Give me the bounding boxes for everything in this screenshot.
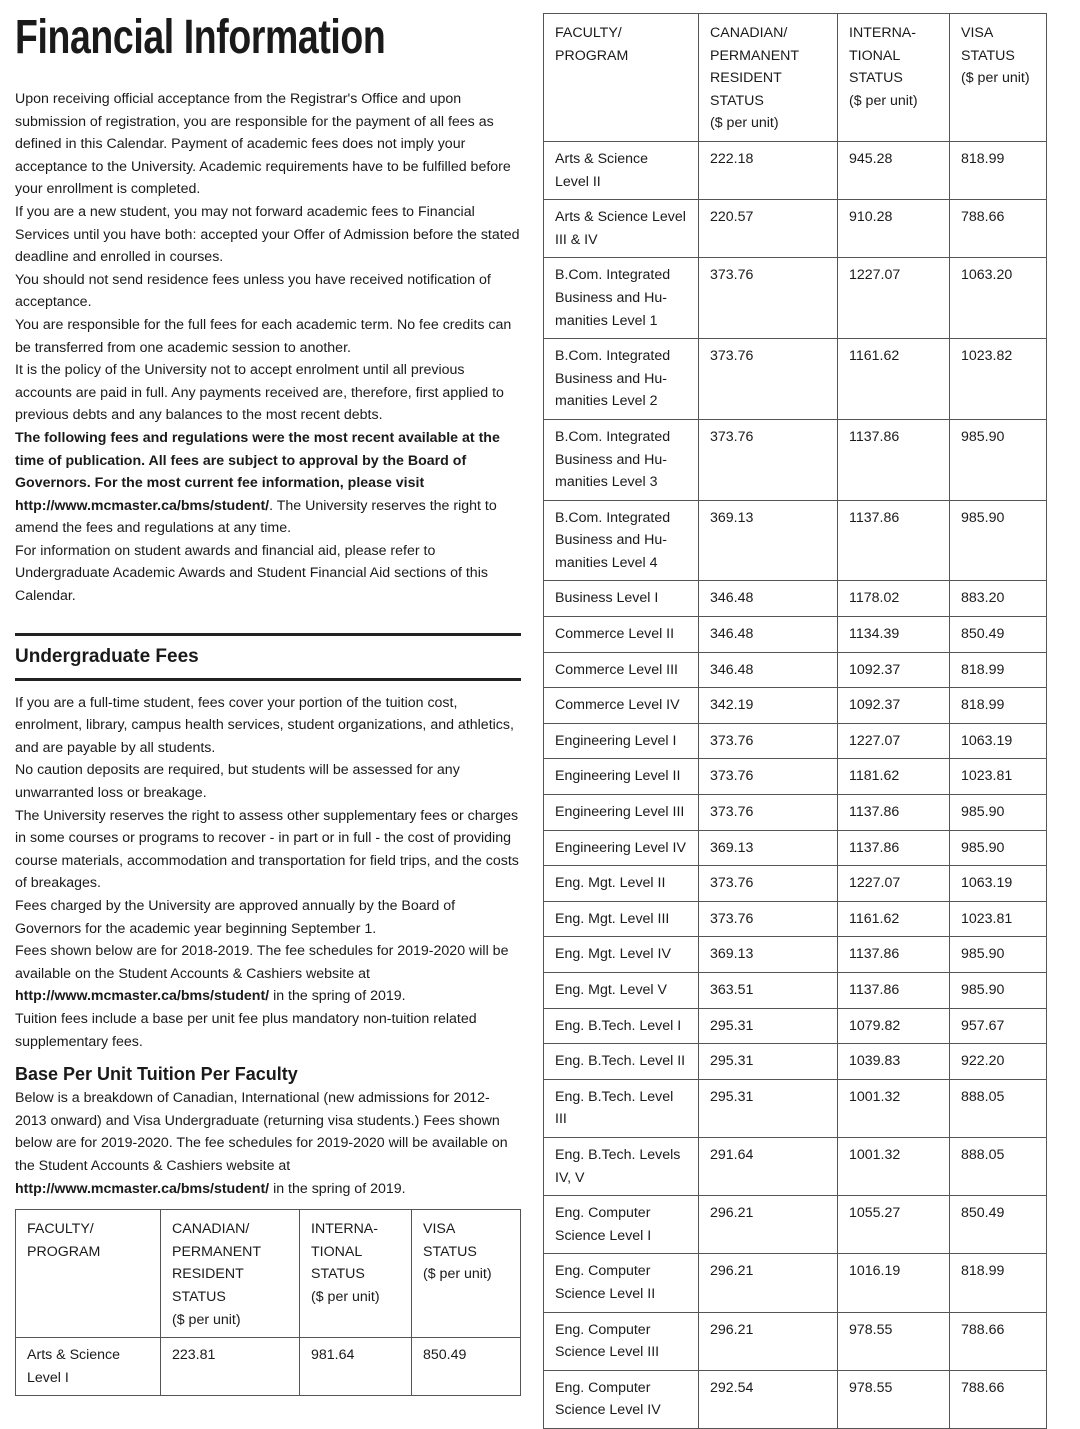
- table-row: [544, 200, 1047, 258]
- cell-program: Eng. B.Tech. Level I: [544, 1008, 699, 1044]
- fee-notice-bold: The following fees and regulations were the most recent available at the time of publication. All fees are subject to approval by the Board of Governors. For the most current fee information, please visit http://www.mcmaster.ca/bms/student/: [15, 429, 500, 514]
- intro-paragraph-1: Upon receiving official acceptance from the Registrar's Office and upon submission of registration, you are responsible for the payment of all fees as defined in this Calendar. Payment of academic fees does not imply your acceptance to the University. Academic requirements have to be fulfilled before your enrollment is completed.: [15, 91, 511, 198]
- cell-program: Eng. Computer Science Level II: [544, 1254, 699, 1312]
- table-row: [544, 1008, 1047, 1044]
- cell-program: Arts & Science Level III & IV: [544, 200, 699, 258]
- cell-visa: 818.99: [950, 652, 1047, 688]
- intro-paragraph-2: If you are a new student, you may not forward academic fees to Financial Services until you have both: accepted your Offer of Admission before the stated deadline and enrolled in courses.: [15, 203, 520, 266]
- table-row: [544, 759, 1047, 795]
- cell-international: 1016.19: [838, 1254, 950, 1312]
- cell-program: Eng. Computer Science Level I: [544, 1196, 699, 1254]
- fee-notice-rest: . The University reserves the right to amend the fees and regulations at any time.: [15, 497, 497, 537]
- cell-program: Eng. B.Tech. Level II: [544, 1044, 699, 1080]
- undergrad-paragraph-2: No caution deposits are required, but students will be assessed for any unwarranted loss or breakage.: [15, 762, 460, 802]
- cell-visa: 1063.20: [950, 258, 1047, 339]
- cell-visa: 850.49: [950, 617, 1047, 653]
- fee-notice: [15, 427, 521, 540]
- table-row: [544, 652, 1047, 688]
- table-row: [544, 973, 1047, 1009]
- table-row: [544, 901, 1047, 937]
- cell-canadian: 369.13: [699, 500, 838, 581]
- cell-canadian: 220.57: [699, 200, 838, 258]
- cell-program: Arts & Science Level II: [544, 141, 699, 199]
- table-row: [544, 258, 1047, 339]
- cell-international: 910.28: [838, 200, 950, 258]
- cell-visa: 788.66: [950, 200, 1047, 258]
- base-tuition-text: Below is a breakdown of Canadian, International (new admissions for 2012-2013 onward) and Visa Undergraduate (returning visa students.) Fees shown below are for 2019-2020. The fee schedules for 2019-2020 will be available on the Student Accounts & Cashiers website at: [15, 1090, 508, 1174]
- table-row: [544, 500, 1047, 581]
- cell-international: 1134.39: [838, 617, 950, 653]
- cell-visa: 818.99: [950, 141, 1047, 199]
- cell-canadian: 373.76: [699, 866, 838, 902]
- cell-visa: 850.49: [412, 1338, 521, 1396]
- student-accounts-link[interactable]: http://www.mcmaster.ca/bms/student/: [15, 988, 270, 1005]
- table-row: [544, 581, 1047, 617]
- cell-program: Eng. Mgt. Level IV: [544, 937, 699, 973]
- cell-international: 1178.02: [838, 581, 950, 617]
- cell-international: 1137.86: [838, 973, 950, 1009]
- cell-canadian: 295.31: [699, 1008, 838, 1044]
- cell-program: Commerce Level II: [544, 617, 699, 653]
- cell-international: 1137.86: [838, 795, 950, 831]
- cell-international: 1137.86: [838, 419, 950, 500]
- cell-canadian: 296.21: [699, 1196, 838, 1254]
- table-row: [544, 419, 1047, 500]
- table-row: [544, 1044, 1047, 1080]
- cell-visa: 1063.19: [950, 866, 1047, 902]
- cell-canadian: 373.76: [699, 759, 838, 795]
- tuition-table-left: [15, 1209, 521, 1396]
- cell-visa: 922.20: [950, 1044, 1047, 1080]
- cell-canadian: 373.76: [699, 419, 838, 500]
- tuition-table-right-body: [544, 141, 1047, 1428]
- cell-program: Arts & Science Level I: [16, 1338, 161, 1396]
- cell-program: Engineering Level IV: [544, 830, 699, 866]
- cell-program: Eng. Mgt. Level III: [544, 901, 699, 937]
- cell-canadian: 373.76: [699, 901, 838, 937]
- table-row: [544, 830, 1047, 866]
- cell-program: Commerce Level IV: [544, 688, 699, 724]
- left-column: [15, 8, 521, 1396]
- table-row: [544, 723, 1047, 759]
- cell-visa: 985.90: [950, 937, 1047, 973]
- cell-program: Eng. Computer Science Level IV: [544, 1370, 699, 1428]
- cell-program: Engineering Level III: [544, 795, 699, 831]
- intro-paragraph-3: You should not send residence fees unless you have received notification of acceptance.: [15, 271, 491, 311]
- cell-international: 1092.37: [838, 652, 950, 688]
- page-title: Financial Information: [15, 11, 386, 64]
- cell-visa: 1023.81: [950, 901, 1047, 937]
- header-canadian: CANADIAN/ PERMANENT RESIDENT STATUS ($ per unit): [161, 1210, 300, 1338]
- cell-international: 1137.86: [838, 830, 950, 866]
- cell-international: 1227.07: [838, 723, 950, 759]
- intro-section: [15, 88, 521, 608]
- cell-canadian: 292.54: [699, 1370, 838, 1428]
- header-international: INTERNA- TIONAL STATUS ($ per unit): [300, 1210, 412, 1338]
- cell-canadian: 363.51: [699, 973, 838, 1009]
- cell-visa: 788.66: [950, 1312, 1047, 1370]
- cell-visa: 1063.19: [950, 723, 1047, 759]
- cell-international: 1055.27: [838, 1196, 950, 1254]
- cell-program: B.Com. Integrated Business and Hu- manities Level 3: [544, 419, 699, 500]
- cell-program: Engineering Level II: [544, 759, 699, 795]
- undergrad-fees-heading: Undergraduate Fees: [15, 645, 199, 667]
- undergrad-paragraph-4: Fees charged by the University are approved annually by the Board of Governors for the academic year beginning September 1.: [15, 898, 456, 937]
- awards-paragraph: For information on student awards and financial aid, please refer to Undergraduate Academic Awards and Student Financial Aid sections of this Calendar.: [15, 542, 488, 605]
- cell-canadian: 291.64: [699, 1137, 838, 1195]
- cell-canadian: 295.31: [699, 1044, 838, 1080]
- cell-canadian: 223.81: [161, 1338, 300, 1396]
- cell-canadian: 342.19: [699, 688, 838, 724]
- table-row: [544, 1312, 1047, 1370]
- cell-program: B.Com. Integrated Business and Hu- manities Level 4: [544, 500, 699, 581]
- cell-visa: 883.20: [950, 581, 1047, 617]
- header-canadian: CANADIAN/ PERMANENT RESIDENT STATUS ($ per unit): [699, 14, 838, 142]
- cell-international: 1001.32: [838, 1079, 950, 1137]
- table-row: [544, 1137, 1047, 1195]
- cell-canadian: 373.76: [699, 795, 838, 831]
- cell-program: Eng. B.Tech. Level III: [544, 1079, 699, 1137]
- cell-visa: 850.49: [950, 1196, 1047, 1254]
- cell-program: B.Com. Integrated Business and Hu- manities Level 1: [544, 258, 699, 339]
- cell-international: 978.55: [838, 1370, 950, 1428]
- cell-canadian: 369.13: [699, 830, 838, 866]
- table-header-row: [544, 14, 1047, 142]
- cell-visa: 1023.82: [950, 339, 1047, 420]
- cell-international: 1161.62: [838, 339, 950, 420]
- cell-visa: 985.90: [950, 795, 1047, 831]
- tuition-note: Tuition fees include a base per unit fee plus mandatory non-tuition related supplementary fees.: [15, 1010, 477, 1050]
- cell-canadian: 369.13: [699, 937, 838, 973]
- cell-international: 945.28: [838, 141, 950, 199]
- cell-canadian: 296.21: [699, 1254, 838, 1312]
- table-row: [544, 1254, 1047, 1312]
- cell-visa: 985.90: [950, 500, 1047, 581]
- header-international: INTERNA- TIONAL STATUS ($ per unit): [838, 14, 950, 142]
- cell-canadian: 373.76: [699, 339, 838, 420]
- cell-international: 1227.07: [838, 866, 950, 902]
- cell-canadian: 295.31: [699, 1079, 838, 1137]
- tuition-table-right: [543, 13, 1047, 1429]
- cell-program: Business Level I: [544, 581, 699, 617]
- cell-international: 1079.82: [838, 1008, 950, 1044]
- cell-visa: 818.99: [950, 1254, 1047, 1312]
- cell-canadian: 373.76: [699, 258, 838, 339]
- table-row: [544, 617, 1047, 653]
- cell-program: Eng. Mgt. Level V: [544, 973, 699, 1009]
- intro-paragraph-4: You are responsible for the full fees for each academic term. No fee credits can be transferred from one academic session to another.: [15, 316, 512, 356]
- cell-canadian: 346.48: [699, 617, 838, 653]
- fees-shown-paragraph: [15, 940, 521, 1008]
- intro-paragraph-5: It is the policy of the University not to accept enrolment until all previous accounts are paid in full. Any payments received are, therefore, first applied to previous debts and any balances to the most recent debts.: [15, 362, 504, 424]
- cell-canadian: 222.18: [699, 141, 838, 199]
- base-tuition-link[interactable]: http://www.mcmaster.ca/bms/student/: [15, 1180, 270, 1197]
- undergrad-paragraph-3: The University reserves the right to assess other supplementary fees or charges in some courses or programs to recover - in part or in full - the cost of providing course materials, accommodation and transportation for field trips, and the costs of breakages.: [15, 807, 519, 892]
- base-tuition-paragraph: [15, 1087, 521, 1200]
- cell-visa: 888.05: [950, 1137, 1047, 1195]
- cell-visa: 888.05: [950, 1079, 1047, 1137]
- cell-international: 1161.62: [838, 901, 950, 937]
- undergrad-paragraph-1: If you are a full-time student, fees cover your portion of the tuition cost, enrolment, library, campus health services, student organizations, and athletics, and are payable by all students.: [15, 694, 514, 756]
- base-tuition-heading: Base Per Unit Tuition Per Faculty: [15, 1064, 298, 1085]
- cell-visa: 1023.81: [950, 759, 1047, 795]
- cell-canadian: 296.21: [699, 1312, 838, 1370]
- cell-international: 1092.37: [838, 688, 950, 724]
- cell-international: 1137.86: [838, 500, 950, 581]
- base-tuition-suffix: in the spring of 2019.: [269, 1180, 406, 1197]
- cell-visa: 985.90: [950, 830, 1047, 866]
- header-visa: VISA STATUS ($ per unit): [950, 14, 1047, 142]
- table-row: [544, 339, 1047, 420]
- table-header-row: [16, 1210, 521, 1338]
- table-row: [544, 141, 1047, 199]
- cell-visa: 985.90: [950, 973, 1047, 1009]
- cell-program: Engineering Level I: [544, 723, 699, 759]
- cell-visa: 957.67: [950, 1008, 1047, 1044]
- cell-visa: 985.90: [950, 419, 1047, 500]
- table-row: [544, 1196, 1047, 1254]
- header-faculty: FACULTY/ PROGRAM: [16, 1210, 161, 1338]
- cell-international: 1227.07: [838, 258, 950, 339]
- table-row: [544, 795, 1047, 831]
- table-row: [16, 1338, 521, 1396]
- cell-program: B.Com. Integrated Business and Hu- manities Level 2: [544, 339, 699, 420]
- undergrad-section: [15, 692, 521, 1054]
- tuition-table-left-body: [16, 1338, 521, 1396]
- cell-program: Commerce Level III: [544, 652, 699, 688]
- cell-canadian: 346.48: [699, 581, 838, 617]
- fees-shown-text: Fees shown below are for 2018-2019. The fee schedules for 2019-2020 will be available on the Student Accounts & Cashiers website at: [15, 943, 509, 982]
- cell-visa: 818.99: [950, 688, 1047, 724]
- cell-canadian: 373.76: [699, 723, 838, 759]
- cell-program: Eng. Computer Science Level III: [544, 1312, 699, 1370]
- cell-international: 1181.62: [838, 759, 950, 795]
- cell-international: 981.64: [300, 1338, 412, 1396]
- table-row: [544, 937, 1047, 973]
- cell-international: 1137.86: [838, 937, 950, 973]
- header-faculty: FACULTY/ PROGRAM: [544, 14, 699, 142]
- cell-international: 1001.32: [838, 1137, 950, 1195]
- cell-international: 978.55: [838, 1312, 950, 1370]
- table-row: [544, 866, 1047, 902]
- table-row: [544, 1370, 1047, 1428]
- right-column: [543, 13, 1047, 1429]
- table-row: [544, 1079, 1047, 1137]
- header-visa: VISA STATUS ($ per unit): [412, 1210, 521, 1338]
- cell-visa: 788.66: [950, 1370, 1047, 1428]
- cell-canadian: 346.48: [699, 652, 838, 688]
- cell-program: Eng. Mgt. Level II: [544, 866, 699, 902]
- table-row: [544, 688, 1047, 724]
- section-divider-bottom: [15, 678, 521, 681]
- fees-shown-suffix: in the spring of 2019.: [269, 988, 406, 1005]
- cell-international: 1039.83: [838, 1044, 950, 1080]
- cell-program: Eng. B.Tech. Levels IV, V: [544, 1137, 699, 1195]
